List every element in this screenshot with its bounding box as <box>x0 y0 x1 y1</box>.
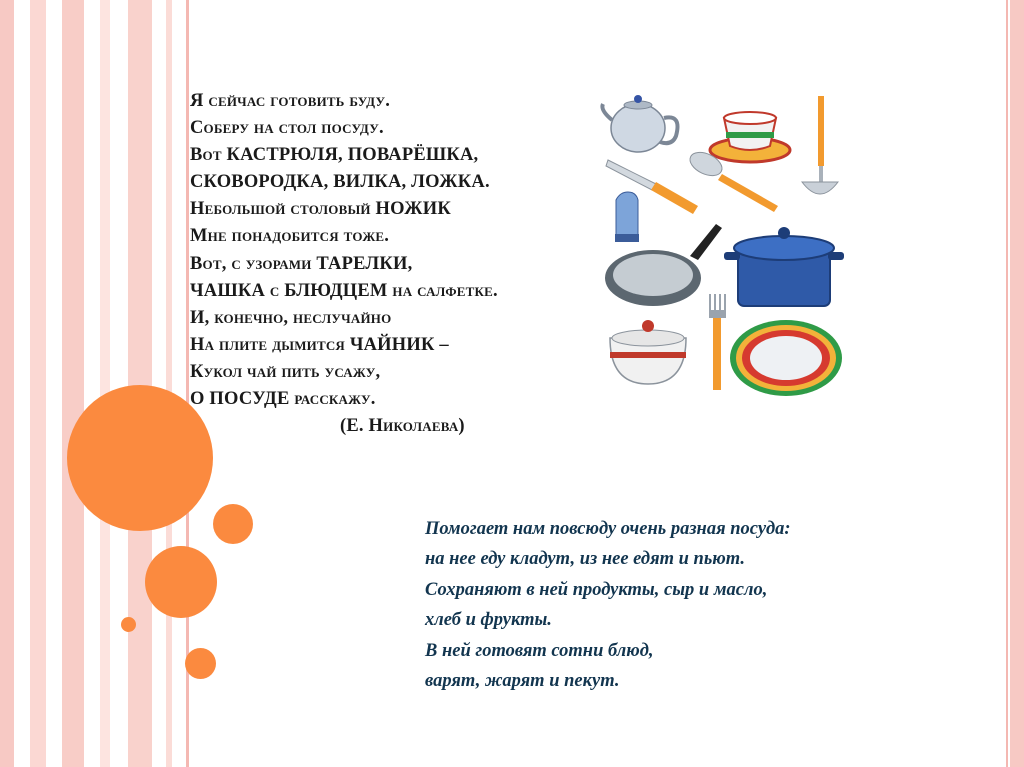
prose-line: Сохраняют в ней продукты, сыр и масло, <box>425 579 768 600</box>
ladle-icon <box>802 96 838 194</box>
right-border-line <box>1006 0 1008 767</box>
dishes-illustration <box>598 88 848 400</box>
poem-line: Кукол чай пить усажу, <box>190 361 381 382</box>
poem-line: Я сейчас готовить буду. <box>190 91 391 111</box>
pot-icon <box>724 227 844 306</box>
poem-author: (Е. Николаева) <box>340 416 465 437</box>
prose-paragraph <box>425 514 895 696</box>
prose-line: Помогает нам повсюду очень разная посуда: <box>425 519 791 539</box>
poem-line: ЧАШКА с БЛЮДЦЕМ на салфетке. <box>190 280 498 301</box>
poem-line: Соберу на стол посуду. <box>190 118 384 139</box>
poem-line: Мне понадобится тоже. <box>190 226 390 247</box>
small-orange-circle <box>213 504 253 544</box>
right-border <box>1010 0 1024 767</box>
cup-saucer-icon <box>710 112 790 162</box>
teapot-icon <box>602 95 677 152</box>
prose-line: варят, жарят и пекут. <box>425 671 620 692</box>
poem-line: Вот, с узорами ТАРЕЛКИ, <box>190 253 413 274</box>
poem-line: Вот КАСТРЮЛЯ, ПОВАРЁШКА, <box>190 145 479 166</box>
sugar-bowl-icon <box>610 320 686 384</box>
decorative-stripes <box>0 0 195 767</box>
prose-line: на нее еду кладут, из нее едят и пьют. <box>425 549 746 570</box>
prose-line: В ней готовят сотни блюд, <box>425 640 654 661</box>
fork-icon <box>709 294 726 390</box>
poem-line: И, конечно, неслучайно <box>190 307 392 328</box>
prose-line: хлеб и фрукты. <box>425 610 552 631</box>
poem-line: О ПОСУДЕ расскажу. <box>190 389 376 410</box>
poem <box>190 88 552 440</box>
poem-line: СКОВОРОДКА, ВИЛКА, ЛОЖКА. <box>190 172 490 193</box>
plate-icon <box>730 320 842 396</box>
poem-line: На плите дымится ЧАЙНИК – <box>190 334 449 355</box>
tiny-orange-circle <box>121 617 136 632</box>
salt-shaker-icon <box>615 192 639 242</box>
medium-orange-circle <box>145 546 217 618</box>
small-orange-circle-bottom <box>185 648 216 679</box>
poem-line: Небольшой столовый НОЖИК <box>190 199 451 220</box>
